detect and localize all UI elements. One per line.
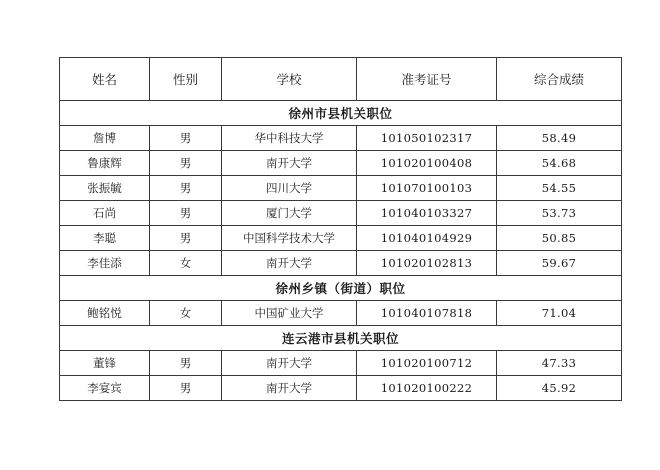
- cell-gender: 男: [150, 151, 222, 176]
- cell-score: 54.68: [497, 151, 622, 176]
- cell-score: 53.73: [497, 201, 622, 226]
- cell-school: 南开大学: [222, 376, 357, 401]
- cell-name: 李聪: [60, 226, 150, 251]
- cell-exam-id: 101020100222: [357, 376, 497, 401]
- header-school: 学校: [222, 58, 357, 101]
- cell-score: 59.67: [497, 251, 622, 276]
- cell-exam-id: 101020102813: [357, 251, 497, 276]
- cell-gender: 男: [150, 176, 222, 201]
- header-gender: 性别: [150, 58, 222, 101]
- cell-exam-id: 101040104929: [357, 226, 497, 251]
- cell-exam-id: 101070100103: [357, 176, 497, 201]
- cell-gender: 男: [150, 351, 222, 376]
- cell-school: 四川大学: [222, 176, 357, 201]
- header-name: 姓名: [60, 58, 150, 101]
- cell-name: 石尚: [60, 201, 150, 226]
- cell-score: 50.85: [497, 226, 622, 251]
- cell-school: 南开大学: [222, 351, 357, 376]
- cell-name: 詹博: [60, 126, 150, 151]
- cell-gender: 男: [150, 201, 222, 226]
- group-title: 徐州乡镇（街道）职位: [60, 276, 622, 301]
- cell-school: 中国科学技术大学: [222, 226, 357, 251]
- cell-score: 47.33: [497, 351, 622, 376]
- cell-school: 中国矿业大学: [222, 301, 357, 326]
- group-title: 徐州市县机关职位: [60, 101, 622, 126]
- cell-exam-id: 101040107818: [357, 301, 497, 326]
- table-row: [60, 226, 622, 251]
- cell-gender: 女: [150, 251, 222, 276]
- cell-school: 厦门大学: [222, 201, 357, 226]
- table-row: [60, 376, 622, 401]
- cell-school: 南开大学: [222, 251, 357, 276]
- cell-school: 华中科技大学: [222, 126, 357, 151]
- table-row: [60, 201, 622, 226]
- cell-school: 南开大学: [222, 151, 357, 176]
- cell-name: 鲁康辉: [60, 151, 150, 176]
- cell-score: 54.55: [497, 176, 622, 201]
- cell-name: 董锋: [60, 351, 150, 376]
- cell-exam-id: 101040103327: [357, 201, 497, 226]
- cell-name: 鲍铭悦: [60, 301, 150, 326]
- table-row: [60, 151, 622, 176]
- cell-score: 71.04: [497, 301, 622, 326]
- cell-name: 李佳添: [60, 251, 150, 276]
- group-row: [60, 326, 622, 351]
- cell-exam-id: 101020100408: [357, 151, 497, 176]
- cell-name: 张振毓: [60, 176, 150, 201]
- table-row: [60, 251, 622, 276]
- cell-name: 李宴宾: [60, 376, 150, 401]
- cell-gender: 男: [150, 126, 222, 151]
- cell-score: 58.49: [497, 126, 622, 151]
- cell-gender: 男: [150, 226, 222, 251]
- cell-score: 45.92: [497, 376, 622, 401]
- group-row: [60, 101, 622, 126]
- score-table: [59, 57, 622, 401]
- group-row: [60, 276, 622, 301]
- cell-gender: 男: [150, 376, 222, 401]
- cell-gender: 女: [150, 301, 222, 326]
- cell-exam-id: 101050102317: [357, 126, 497, 151]
- group-title: 连云港市县机关职位: [60, 326, 622, 351]
- cell-exam-id: 101020100712: [357, 351, 497, 376]
- table-row: [60, 351, 622, 376]
- table-row: [60, 301, 622, 326]
- table-header-row: [60, 58, 622, 101]
- header-score: 综合成绩: [497, 58, 622, 101]
- table-row: [60, 176, 622, 201]
- table-row: [60, 126, 622, 151]
- header-exam-id: 准考证号: [357, 58, 497, 101]
